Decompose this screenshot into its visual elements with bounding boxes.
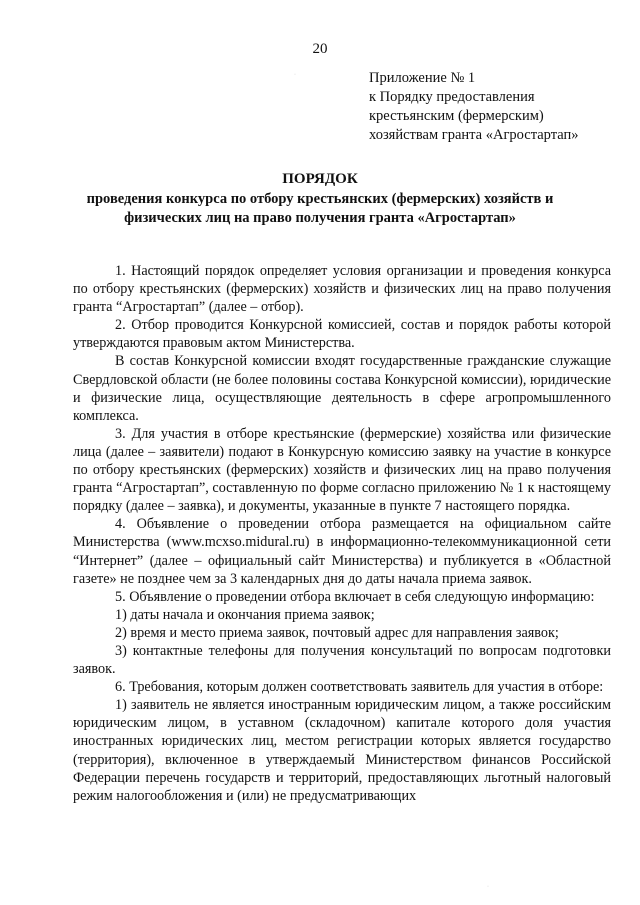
document-title: ПОРЯДОК xyxy=(282,171,358,187)
list-item: 2) время и место приема заявок, почтовый адрес для направления заявок; xyxy=(115,624,559,641)
paragraph: 2. Отбор проводится Конкурсной комиссией, состав и порядок работы которой утверждаются правовым актом Министерства. xyxy=(73,317,611,352)
appendix-line: хозяйствам гранта «Агростартап» xyxy=(369,127,579,143)
list-item: 1) заявитель не является иностранным юридическим лицом, а также российским юридическим лицом, в уставном (складочном) капитале которого доля участия иностранных юридических лиц, местом регистрации которых является государство (территория), включенное в утверждаемый Министерством финансов Российской Федерации перечень государств и территорий, предоставляющих льготный налоговый режим налогообложения и (или) не предусматривающих xyxy=(73,697,611,804)
appendix-line: крестьянским (фермерским) xyxy=(369,108,544,124)
appendix-line: Приложение № 1 xyxy=(369,70,476,86)
paragraph: В состав Конкурсной комиссии входят государственные гражданские служащие Свердловской области (не более половины состава Конкурсной комиссии), юридические и физические лица, осуществляющие деятельность в сфере агропромышленного комплекса. xyxy=(73,353,611,424)
paragraph: 5. Объявление о проведении отбора включает в себя следующую информацию: xyxy=(115,588,595,605)
paragraph: 6. Требования, которым должен соответствовать заявитель для участия в отборе: xyxy=(115,679,604,696)
scan-speck: · xyxy=(294,72,296,78)
appendix-block xyxy=(369,69,619,145)
paragraph: 3. Для участия в отборе крестьянские (фермерские) хозяйства или физические лица (далее – заявители) подают в Конкурсную комиссию заявку на участие в конкурсе по отбору крестьянских (фермерских) хозяйств и физических лиц на право получения гранта “Агростартап”, составленную по форме согласно приложению № 1 к настоящему порядку (далее – заявка), и документы, указанные в пункте 7 настоящего порядка. xyxy=(73,425,611,515)
document-subtitle: проведения конкурса по отбору крестьянских (фермерских) хозяйств и физических лиц на право получения гранта «Агростартап» xyxy=(86,191,554,226)
page-number: 20 xyxy=(312,41,328,57)
paragraph: 1. Настоящий порядок определяет условия организации и проведения конкурса по отбору крестьянских (фермерских) хозяйств и физических лиц на право получения гранта “Агростартап” (далее – отбор). xyxy=(73,263,611,316)
scan-speck: · xyxy=(487,884,489,890)
list-item: 3) контактные телефоны для получения консультаций по вопросам подготовки заявок. xyxy=(73,642,611,678)
paragraph: 4. Объявление о проведении отбора размещается на официальном сайте Министерства (www.mcxso.midural.ru) в информационно-телекоммуникационной сети “Интернет” (далее – официальный сайт Министерства) и публикуется в «Областной газете» не позднее чем за 3 календарных дня до даты начала приема заявок. xyxy=(73,516,611,587)
appendix-line: к Порядку предоставления xyxy=(369,89,535,105)
document-body xyxy=(73,262,611,805)
list-item: 1) даты начала и окончания приема заявок; xyxy=(115,606,375,623)
